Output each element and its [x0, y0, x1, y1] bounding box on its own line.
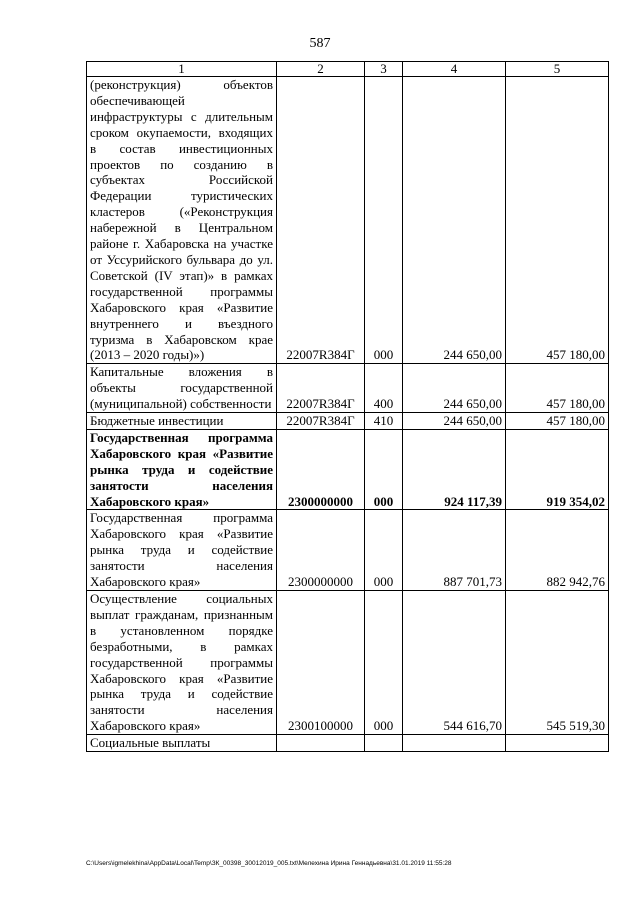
row-expense-type-code: 000 — [365, 510, 403, 591]
row-name: Государственная программа Хабаровского края «Развитие рынка труда и содействие занятости населения Хабаровского края» — [87, 429, 277, 510]
table-row — [87, 77, 609, 364]
row-target-item-code: 22007R384Г — [277, 413, 365, 430]
row-amount-2: 545 519,30 — [506, 591, 609, 735]
table-row — [87, 591, 609, 735]
row-expense-type-code: 400 — [365, 364, 403, 413]
row-amount-2 — [506, 735, 609, 752]
table-row — [87, 413, 609, 430]
page-number: 587 — [309, 36, 331, 51]
row-target-item-code — [277, 735, 365, 752]
row-amount-1 — [403, 735, 506, 752]
file-path-footer: C:\Users\igmelekhina\AppData\Local\Temp\ЗК_00398_30012019_005.txt\Мелехина Ирина Геннадьевна\31.01.2019 11:55:28 — [86, 860, 452, 867]
row-expense-type-code: 410 — [365, 413, 403, 430]
row-name: Социальные выплаты — [87, 735, 277, 752]
row-name: Осуществление социальных выплат гражданам, признанным в установленном порядке безработными, в рамках государственной программы Хабаровского края «Развитие рынка труда и содействие занятости населения Хабаровского края» — [87, 591, 277, 735]
row-name: Бюджетные инвестиции — [87, 413, 277, 430]
table-row — [87, 735, 609, 752]
row-amount-2: 457 180,00 — [506, 413, 609, 430]
row-target-item-code: 22007R384Г — [277, 77, 365, 364]
row-name: Государственная программа Хабаровского края «Развитие рынка труда и содействие занятости населения Хабаровского края» — [87, 510, 277, 591]
row-amount-2: 919 354,02 — [506, 429, 609, 510]
row-amount-2: 457 180,00 — [506, 364, 609, 413]
column-header-3: 3 — [365, 62, 403, 77]
column-header-4: 4 — [403, 62, 506, 77]
row-expense-type-code: 000 — [365, 591, 403, 735]
row-target-item-code: 2300100000 — [277, 591, 365, 735]
row-name: Капитальные вложения в объекты государственной (муниципальной) собственности — [87, 364, 277, 413]
table-row — [87, 364, 609, 413]
row-amount-1: 924 117,39 — [403, 429, 506, 510]
row-amount-1: 244 650,00 — [403, 413, 506, 430]
column-header-1: 1 — [87, 62, 277, 77]
row-expense-type-code — [365, 735, 403, 752]
row-target-item-code: 2300000000 — [277, 510, 365, 591]
table-row — [87, 429, 609, 510]
row-amount-1: 887 701,73 — [403, 510, 506, 591]
column-header-2: 2 — [277, 62, 365, 77]
row-name: (реконструкция) объектов обеспечивающей инфраструктуры с длительным сроком окупаемости, входящих в состав инвестиционных проектов по созданию в субъектах Российской Федерации туристических кластеров («Реконструкция набережной в Центральном районе г. Хабаровска на участке от Уссурийского бульвара до ул. Советской (IV этап)» в рамках государственной программы Хабаровского края «Развитие внутреннего и въездного туризма в Хабаровском крае (2013 – 2020 годы)») — [87, 77, 277, 364]
row-amount-1: 544 616,70 — [403, 591, 506, 735]
table-row — [87, 510, 609, 591]
column-header-5: 5 — [506, 62, 609, 77]
row-amount-2: 882 942,76 — [506, 510, 609, 591]
row-amount-2: 457 180,00 — [506, 77, 609, 364]
table-header-row — [87, 62, 609, 77]
row-expense-type-code: 000 — [365, 429, 403, 510]
row-amount-1: 244 650,00 — [403, 77, 506, 364]
row-expense-type-code: 000 — [365, 77, 403, 364]
row-target-item-code: 22007R384Г — [277, 364, 365, 413]
row-target-item-code: 2300000000 — [277, 429, 365, 510]
row-amount-1: 244 650,00 — [403, 364, 506, 413]
budget-table — [86, 61, 609, 752]
